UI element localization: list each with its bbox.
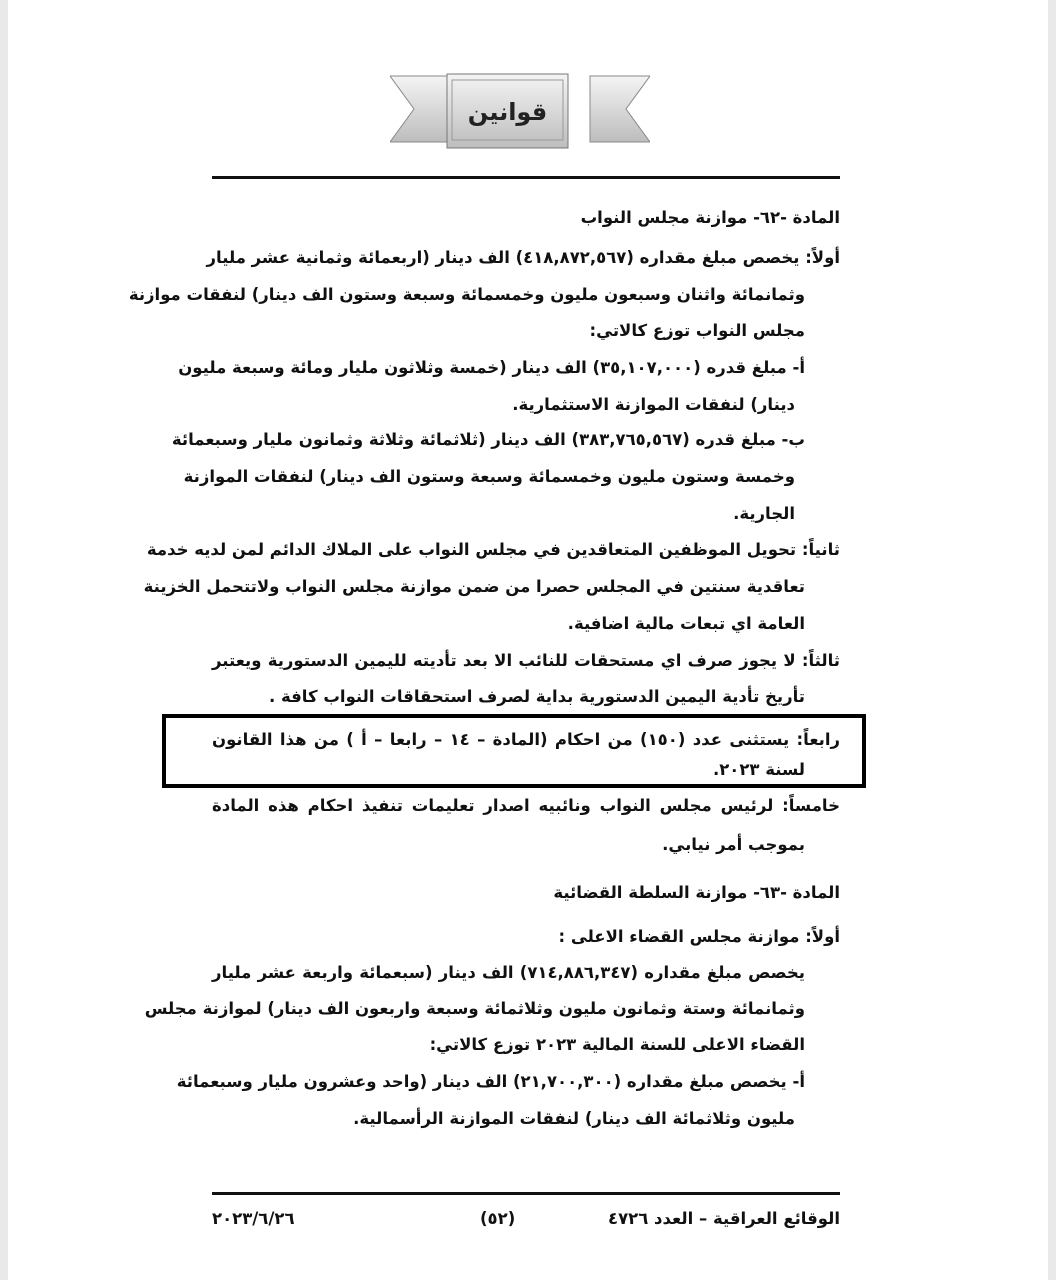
text-line: مليون وثلاثمائة الف دينار) لنفقات الموازنة الرأسمالية. (353, 1109, 795, 1128)
text-line: يخصص مبلغ مقداره (٧١٤,٨٨٦,٣٤٧) الف دينار (سبعمائة واربعة عشر مليار (212, 963, 806, 982)
text-line: وخمسة وستون مليون وخمسمائة وسبعة وستون الف دينار) لنفقات الموازنة (183, 467, 795, 486)
text-line: العامة اي تبعات مالية اضافية. (567, 614, 805, 633)
footer-page-number: (٥٢) (480, 1209, 516, 1228)
banner-title: قوانين (467, 98, 548, 126)
text-line: وثمانمائة وستة وثمانون مليون وثلاثمائة وسبعة واربعون الف دينار) لموازنة مجلس (144, 999, 805, 1018)
text-line: مجلس النواب توزع كالاتي: (589, 321, 805, 340)
text-line: تعاقدية سنتين في المجلس حصرا من ضمن موازنة مجلس النواب ولاتتحمل الخزينة (143, 577, 805, 596)
text-line: ب- مبلغ قدره (٣٨٣,٧٦٥,٥٦٧) الف دينار (ثلاثمائة وثلاثة وثمانون مليار وسبعمائة (171, 430, 805, 449)
text-line: تأريخ تأدية اليمين الدستورية بداية لصرف استحقاقات النواب كافة . (268, 687, 805, 706)
footer-date: ٢٠٢٣/٦/٢٦ (212, 1209, 295, 1228)
text-line: أولاً: موازنة مجلس القضاء الاعلى : (558, 927, 840, 946)
text-line: أولاً: يخصص مبلغ مقداره (٤١٨,٨٧٢,٥٦٧) الف دينار (اربعمائة وثمانية عشر مليار (206, 248, 840, 267)
text-line: أ- يخصص مبلغ مقداره (٢١,٧٠٠,٣٠٠) الف دينار (واحد وعشرون مليار وسبعمائة (176, 1072, 805, 1091)
text-line: أ- مبلغ قدره (٣٥,١٠٧,٠٠٠) الف دينار (خمسة وثلاثون مليار ومائة وسبعة مليون (178, 358, 805, 377)
highlighted-line: لسنة ٢٠٢٣. (712, 760, 805, 779)
page-edge-left (0, 0, 8, 1280)
text-line: وثمانمائة واثنان وسبعون مليون وخمسمائة وسبعة وستون الف دينار) لنفقات موازنة (128, 285, 805, 304)
text-line: ثالثاً: لا يجوز صرف اي مستحقات للنائب الا بعد تأديته لليمين الدستورية ويعتبر (212, 651, 840, 670)
text-line: الجارية. (733, 504, 795, 523)
text-line: دينار) لنفقات الموازنة الاستثمارية. (512, 395, 795, 414)
header-rule (212, 176, 840, 179)
page-edge-right (1048, 0, 1056, 1280)
article-63-title: المادة -٦٣- موازنة السلطة القضائية (553, 883, 840, 902)
text-line: خامساً: لرئيس مجلس النواب ونائبيه اصدار تعليمات تنفيذ احكام هذه المادة (212, 796, 840, 815)
text-line: القضاء الاعلى للسنة المالية ٢٠٢٣ توزع كالاتي: (429, 1035, 805, 1054)
highlighted-line: رابعاً: يستثنى عدد (١٥٠) من احكام (المادة – ١٤ – رابعا – أ ) من هذا القانون (212, 730, 841, 749)
text-line: بموجب أمر نيابي. (662, 835, 805, 854)
text-line: ثانياً: تحويل الموظفين المتعاقدين في مجلس النواب على الملاك الدائم لمن لديه خدمة (146, 540, 840, 559)
article-62-title: المادة -٦٢- موازنة مجلس النواب (580, 208, 840, 227)
footer-rule (212, 1192, 840, 1195)
footer-gazette: الوقائع العراقية – العدد ٤٧٢٦ (608, 1209, 840, 1228)
